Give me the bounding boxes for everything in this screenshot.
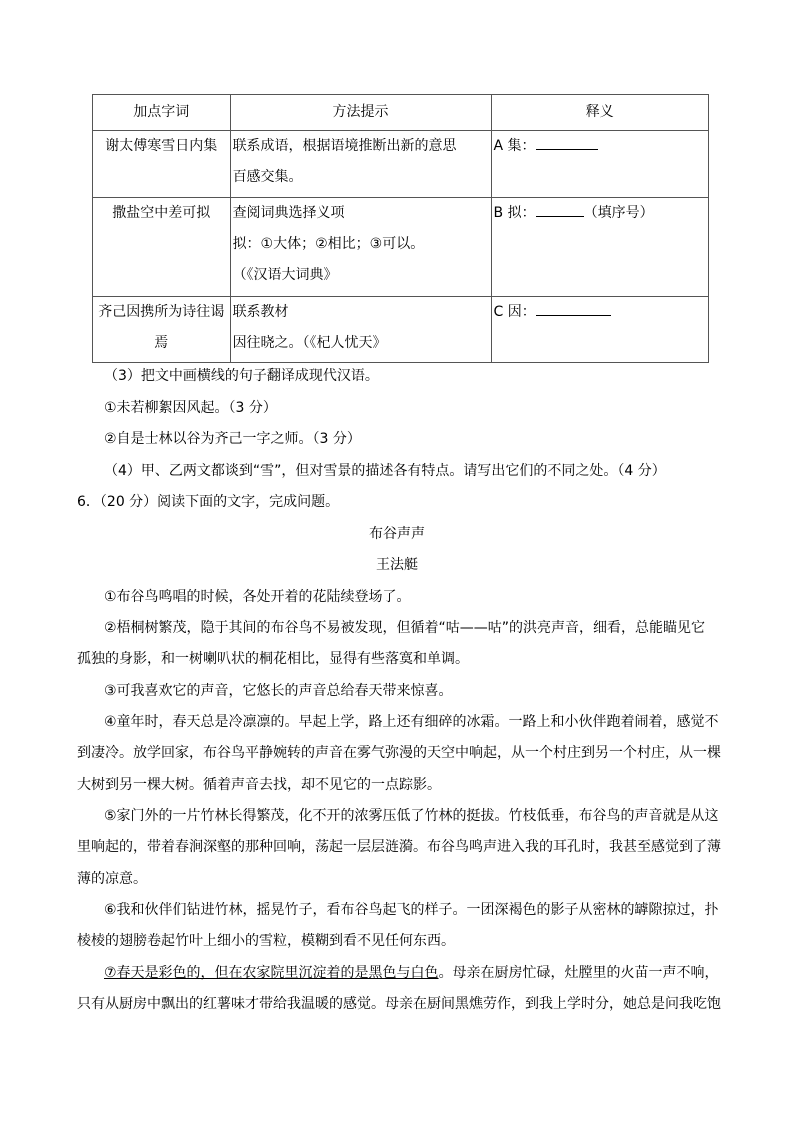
article-text: 。母亲在厨房忙碌，灶膛里的火苗一声不响， [438,965,719,981]
method-line: 百感交集。 [232,169,303,185]
method-cell [230,198,491,297]
question-3-item-2: ②自是士林以谷为齐己一字之师。（3 分） [104,431,361,447]
article-line: ⑥我和伙伴们钻进竹林，摇晃竹子，看布谷鸟起飞的样子。一团深褐色的影子从密林的罅隙掠过，扑 [104,902,719,918]
article-line: ②梧桐树繁茂，隐于其间的布谷鸟不易被发现，但循着“咕——咕”的洪亮声音，细看，总能瞄见它 [104,620,706,636]
table-header-row [93,95,709,131]
meaning-hint: （填序号） [583,205,654,221]
question-4: （4）甲、乙两文都谈到“雪”，但对雪景的描述各有特点。请写出它们的不同之处。（4 分） [104,463,666,479]
word-line: 齐己因携所为诗往谒 [98,304,225,320]
method-line: （《汉语大词典》 [232,267,338,283]
article-line: ④童年时，春天总是冷凛凛的。早起上学，路上还有细碎的冰霜。一路上和小伙伴跑着闹着，感觉不 [104,714,719,730]
article-line: 里响起的，带着春涧深壑的那种回响，荡起一层层涟漪。布谷鸟鸣声进入我的耳孔时，我甚至感觉到了薄 [77,839,721,855]
article-line [104,963,719,983]
word-line: 焉 [154,335,169,351]
article-author: 王法艇 [376,557,418,573]
question-6: 6．（20 分）阅读下面的文字，完成问题。 [77,494,340,510]
question-3-item-1: ①未若柳絮因风起。（3 分） [104,400,277,416]
meaning-cell [491,198,708,297]
meaning-cell [491,131,708,198]
article-title: 布谷声声 [369,526,425,542]
article-line: 到凄冷。放学回家，布谷鸟平静婉转的声音在雾气弥漫的天空中响起，从一个村庄到另一个村庄，从一棵 [77,745,721,761]
method-hint-table [92,94,709,363]
article-line: ⑤家门外的一片竹林长得繁茂，化不开的浓雾压低了竹林的挺拔。竹枝低垂，布谷鸟的声音就是从这 [104,808,719,824]
method-line: 联系教材 [232,304,289,320]
meaning-label: A 集： [493,138,536,154]
answer-blank[interactable] [536,135,598,150]
article-line: 大树到另一棵大树。循着声音去找，却不见它的一点踪影。 [77,777,441,793]
meaning-label: C 因： [493,304,536,320]
method-cell [230,131,491,198]
answer-blank[interactable] [536,301,611,316]
method-line: 拟：①大体；②相比；③可以。 [232,236,425,252]
meaning-cell [491,297,708,363]
meaning-label: B 拟： [493,205,536,221]
word-cell: 撒盐空中差可拟 [93,198,231,297]
method-line: 因往晓之。（《杞人忧天》 [232,335,387,351]
article-line: 孤独的身影，和一树喇叭状的桐花相比，显得有些落寞和单调。 [77,651,469,667]
article-line: ③可我喜欢它的声音，它悠长的声音总给春天带来惊喜。 [104,683,453,699]
table-row [93,131,709,198]
table-row [93,198,709,297]
word-cell [93,297,231,363]
table-row [93,297,709,363]
article-line: 薄的凉意。 [77,871,147,887]
underlined-sentence: ⑦春天是彩色的，但在农家院里沉淀着的是黑色与白色 [104,965,439,981]
table-header-cell: 加点字词 [93,95,231,131]
question-3: （3）把文中画横线的句子翻译成现代汉语。 [104,368,379,384]
article-line: 只有从厨房中飘出的红薯味才带给我温暖的感觉。母亲在厨间黑燋劳作，到我上学时分，她总是问我吃饱 [77,996,721,1012]
article-line: 棱棱的翅膀卷起竹叶上细小的雪粒，模糊到看不见任何东西。 [77,933,455,949]
answer-blank[interactable] [536,202,584,217]
method-cell [230,297,491,363]
method-line: 联系成语，根据语境推断出新的意思 [232,138,457,154]
table-header-cell: 释义 [491,95,708,131]
word-cell: 谢太傅寒雪日内集 [93,131,231,198]
article-line: ①布谷鸟鸣唱的时候，各处开着的花陆续登场了。 [104,589,411,605]
method-line: 查阅词典选择义项 [232,205,345,221]
table-header-cell: 方法提示 [230,95,491,131]
